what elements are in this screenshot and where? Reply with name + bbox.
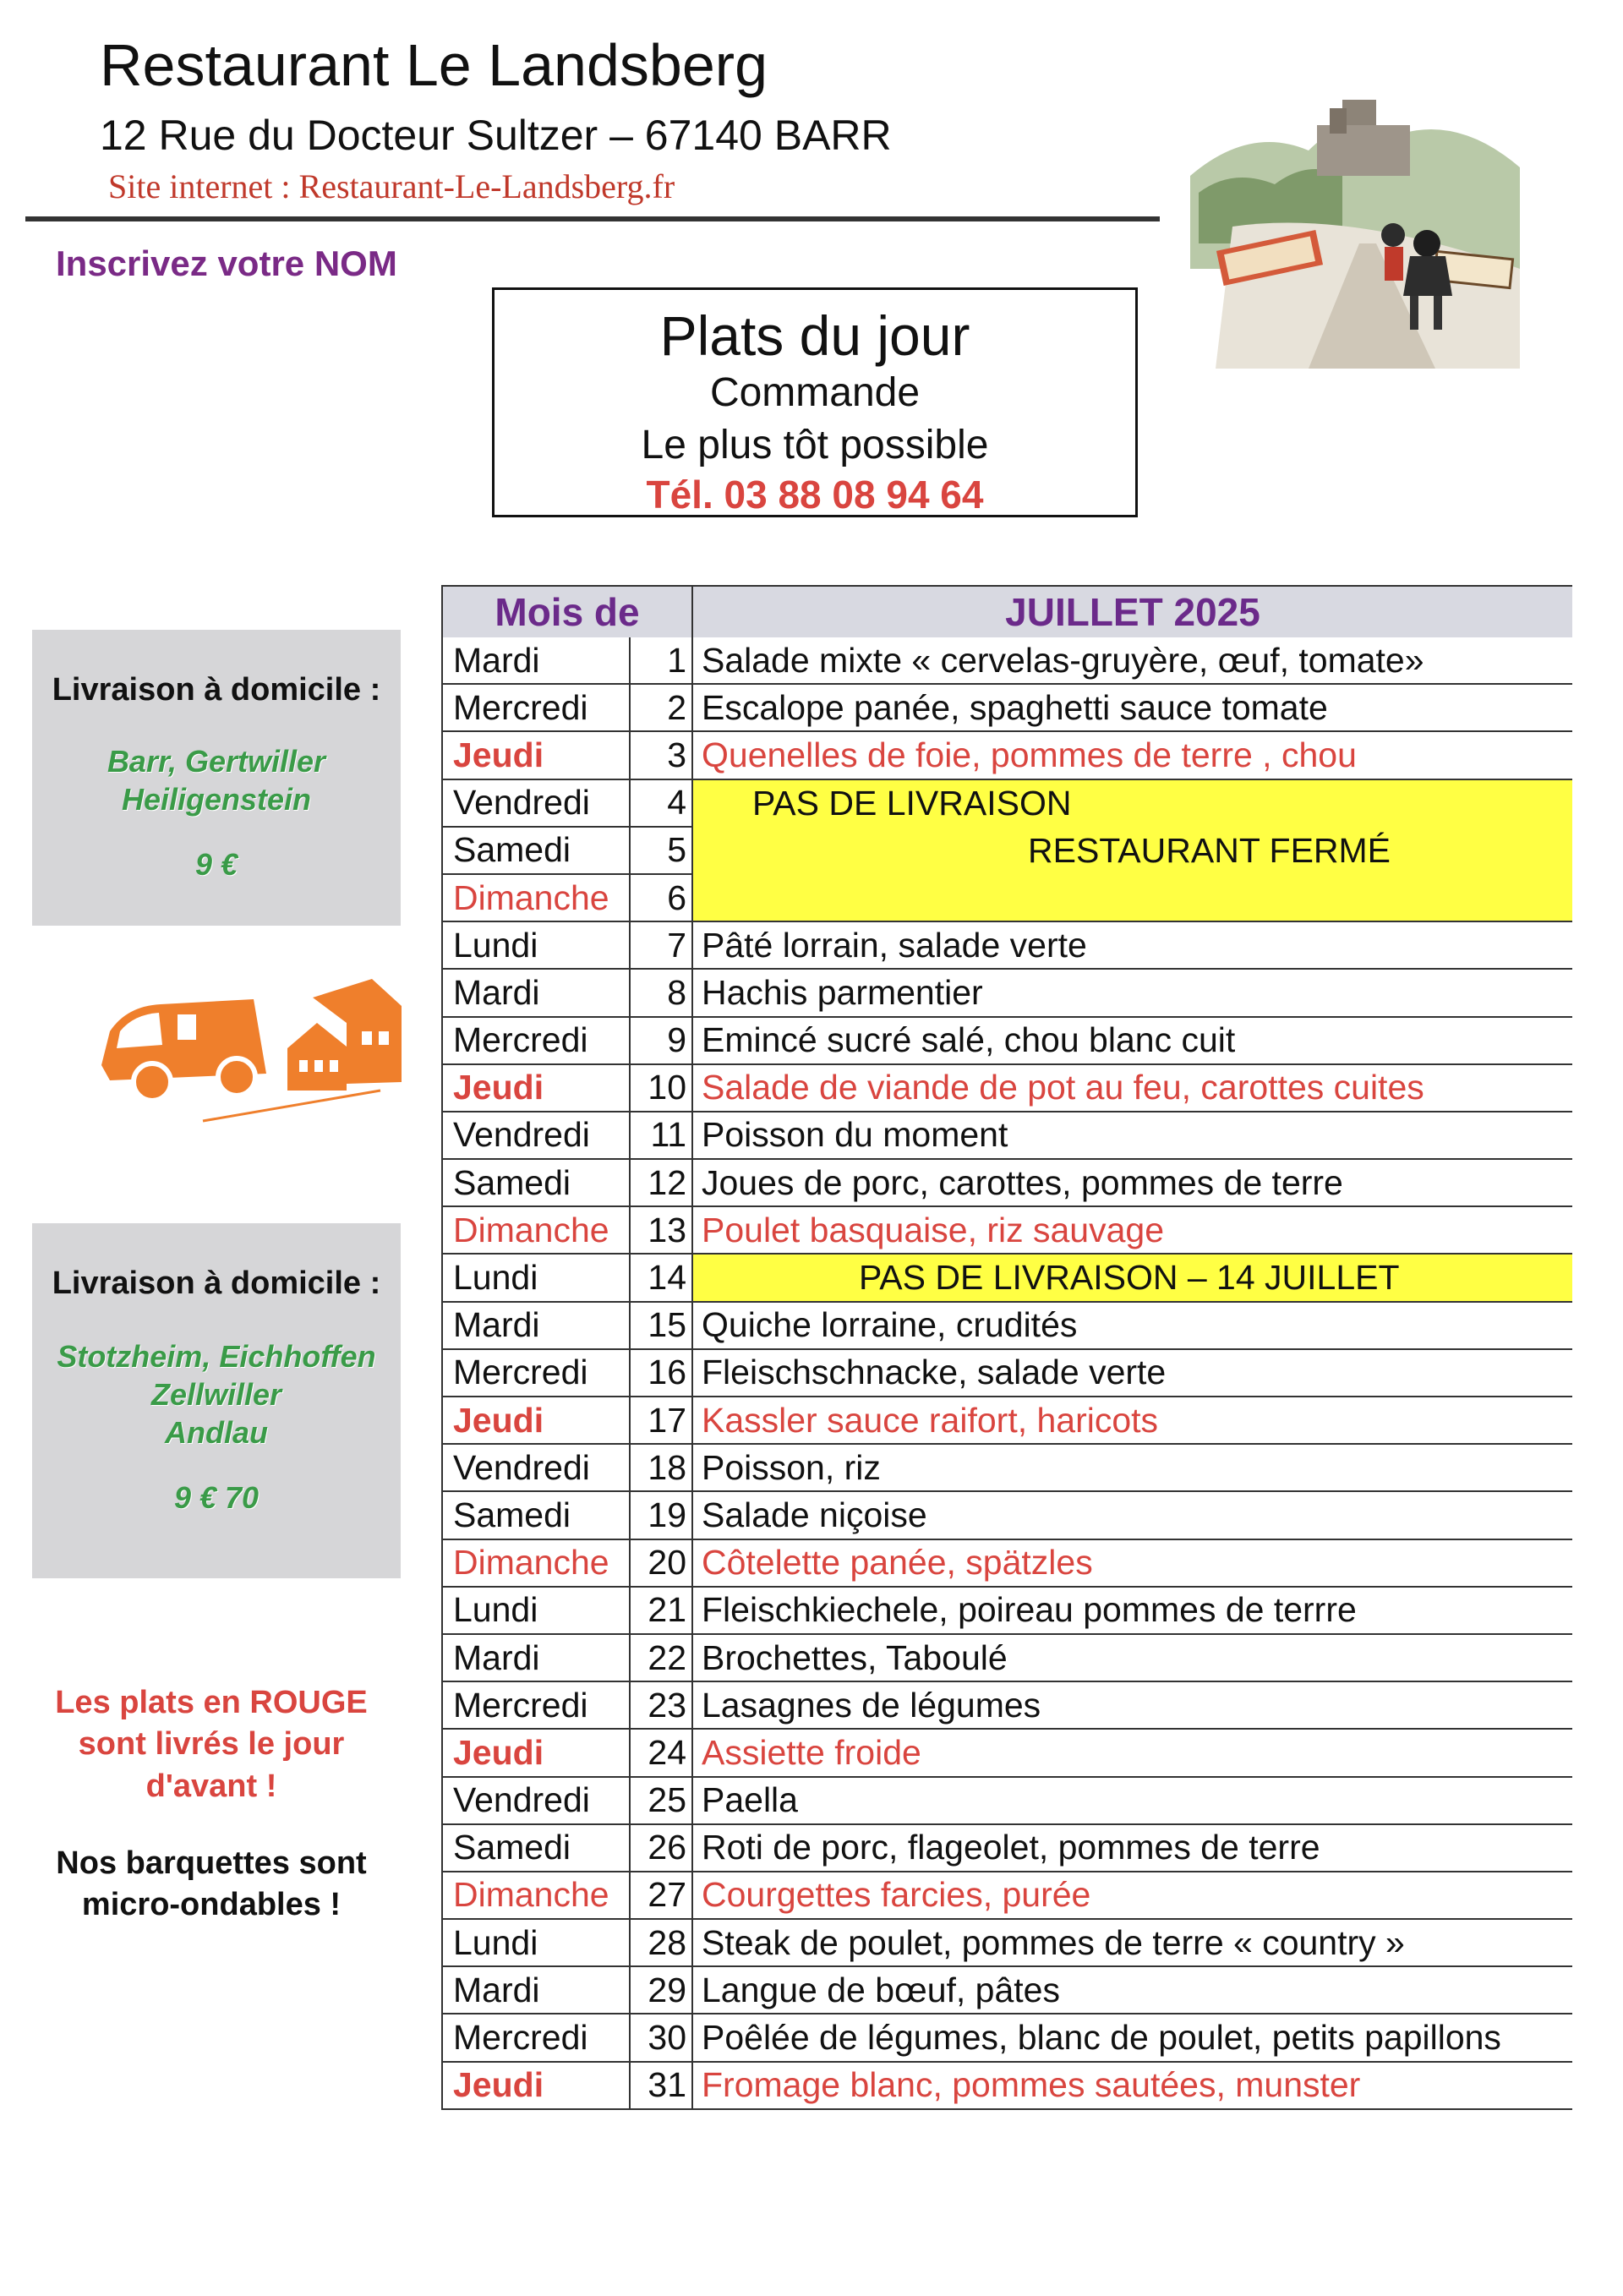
day-name-cell: Vendredi — [441, 780, 629, 828]
delivery-town: Barr, Gertwiller — [107, 744, 326, 779]
delivery-van-icon — [93, 972, 406, 1126]
meal-cell: PAS DE LIVRAISON – 14 JUILLET — [691, 1255, 1572, 1302]
website-link[interactable]: Site internet : Restaurant-Le-Landsberg.fr — [108, 167, 675, 205]
order-timing: Le plus tôt possible — [641, 422, 989, 467]
day-number-cell: 20 — [629, 1540, 691, 1588]
plats-du-jour-box — [492, 287, 1138, 517]
table-row — [441, 637, 1572, 685]
meal-cell — [691, 875, 1572, 922]
day-name-cell: Mardi — [441, 1635, 629, 1682]
table-row — [441, 780, 1572, 828]
meal-cell: Emincé sucré salé, chou blanc cuit — [691, 1018, 1572, 1065]
day-number-cell: 13 — [629, 1207, 691, 1255]
menu-calendar-table — [441, 585, 1572, 2110]
day-number-cell: 10 — [629, 1065, 691, 1112]
delivery-town: Andlau — [165, 1415, 268, 1450]
meal-cell: PAS DE LIVRAISON — [691, 780, 1572, 828]
day-name-cell: Dimanche — [441, 1207, 629, 1255]
table-row — [441, 1018, 1572, 1065]
day-number-cell: 30 — [629, 2014, 691, 2062]
meal-cell: Quiche lorraine, crudités — [691, 1303, 1572, 1350]
table-row — [441, 1445, 1572, 1492]
day-name-cell: Jeudi — [441, 1730, 629, 1777]
meal-cell: Côtelette panée, spätzles — [691, 1540, 1572, 1588]
delivery-town: Zellwiller — [150, 1377, 282, 1412]
table-row — [441, 1967, 1572, 2014]
table-row — [441, 1112, 1572, 1160]
day-name-cell: Mercredi — [441, 1682, 629, 1730]
day-name-cell: Mercredi — [441, 685, 629, 732]
meal-cell: Courgettes farcies, purée — [691, 1872, 1572, 1920]
delivery-price: 9 € — [194, 847, 238, 882]
table-row — [441, 1207, 1572, 1255]
day-number-cell: 16 — [629, 1350, 691, 1397]
table-row — [441, 1160, 1572, 1207]
meal-cell: Roti de porc, flageolet, pommes de terre — [691, 1825, 1572, 1872]
table-row — [441, 2014, 1572, 2062]
day-number-cell: 15 — [629, 1303, 691, 1350]
meal-cell: Salade niçoise — [691, 1492, 1572, 1539]
day-name-cell: Mardi — [441, 970, 629, 1017]
table-row — [441, 922, 1572, 970]
red-dishes-note — [34, 1682, 389, 1807]
microwave-note — [34, 1843, 389, 1927]
calendar-rows — [441, 637, 1572, 2110]
month-label: Mois de — [441, 585, 691, 637]
note-line: sont livrés le jour — [78, 1726, 345, 1763]
meal-cell: Escalope panée, spaghetti sauce tomate — [691, 685, 1572, 732]
day-number-cell: 18 — [629, 1445, 691, 1492]
meal-cell: RESTAURANT FERMÉ — [691, 828, 1572, 875]
day-number-cell: 26 — [629, 1825, 691, 1872]
meal-cell: Fromage blanc, pommes sautées, munster — [691, 2063, 1572, 2110]
meal-cell: Pâté lorrain, salade verte — [691, 922, 1572, 970]
day-number-cell: 23 — [629, 1682, 691, 1730]
meal-cell: Quenelles de foie, pommes de terre , chou — [691, 732, 1572, 779]
header-divider — [25, 216, 1160, 221]
day-name-cell: Lundi — [441, 922, 629, 970]
table-row — [441, 1492, 1572, 1539]
day-name-cell: Mardi — [441, 637, 629, 685]
delivery-zone-title: Livraison à domicile : — [52, 1266, 381, 1301]
meal-cell: Poisson du moment — [691, 1112, 1572, 1160]
day-name-cell: Vendredi — [441, 1778, 629, 1825]
meal-cell: Lasagnes de légumes — [691, 1682, 1572, 1730]
day-number-cell: 29 — [629, 1967, 691, 2014]
meal-cell: Brochettes, Taboulé — [691, 1635, 1572, 1682]
table-row — [441, 1303, 1572, 1350]
table-row — [441, 1730, 1572, 1777]
day-number-cell: 14 — [629, 1255, 691, 1302]
day-number-cell: 24 — [629, 1730, 691, 1777]
day-number-cell: 7 — [629, 922, 691, 970]
day-number-cell: 4 — [629, 780, 691, 828]
table-row — [441, 970, 1572, 1017]
meal-cell: Kassler sauce raifort, haricots — [691, 1397, 1572, 1445]
table-row — [441, 2063, 1572, 2110]
table-row — [441, 1778, 1572, 1825]
day-name-cell: Jeudi — [441, 2063, 629, 2110]
delivery-zone-panel-1 — [32, 630, 401, 926]
meal-cell: Fleischkiechele, poireau pommes de terrre — [691, 1588, 1572, 1635]
meal-cell: Joues de porc, carottes, pommes de terre — [691, 1160, 1572, 1207]
day-number-cell: 19 — [629, 1492, 691, 1539]
day-name-cell: Mercredi — [441, 1350, 629, 1397]
day-number-cell: 1 — [629, 637, 691, 685]
note-line: Les plats en ROUGE — [55, 1685, 368, 1720]
delivery-town: Heiligenstein — [121, 782, 312, 817]
plats-title: Plats du jour — [659, 304, 970, 367]
day-name-cell: Dimanche — [441, 1872, 629, 1920]
restaurant-illustration-logo — [1182, 74, 1533, 369]
day-name-cell: Dimanche — [441, 1540, 629, 1588]
day-name-cell: Vendredi — [441, 1112, 629, 1160]
note-line: d'avant ! — [145, 1768, 277, 1804]
meal-cell: Steak de poulet, pommes de terre « country » — [691, 1920, 1572, 1967]
meal-cell: Paella — [691, 1778, 1572, 1825]
table-row — [441, 1397, 1572, 1445]
table-row — [441, 1682, 1572, 1730]
day-number-cell: 25 — [629, 1778, 691, 1825]
day-name-cell: Lundi — [441, 1255, 629, 1302]
calendar-header-row — [441, 585, 1572, 637]
day-number-cell: 3 — [629, 732, 691, 779]
day-name-cell: Samedi — [441, 828, 629, 875]
day-name-cell: Mercredi — [441, 1018, 629, 1065]
note-line: micro-ondables ! — [81, 1887, 342, 1923]
table-row — [441, 875, 1572, 922]
day-number-cell: 21 — [629, 1588, 691, 1635]
meal-cell: Hachis parmentier — [691, 970, 1572, 1017]
note-line: Nos barquettes sont — [56, 1845, 367, 1881]
table-row — [441, 1255, 1572, 1302]
day-name-cell: Mardi — [441, 1303, 629, 1350]
day-name-cell: Samedi — [441, 1160, 629, 1207]
delivery-zone-panel-2 — [32, 1223, 401, 1578]
table-row — [441, 1065, 1572, 1112]
delivery-price: 9 € 70 — [173, 1480, 260, 1515]
day-name-cell: Samedi — [441, 1492, 629, 1539]
meal-cell: Salade mixte « cervelas-gruyère, œuf, tomate» — [691, 637, 1572, 685]
table-row — [441, 1350, 1572, 1397]
day-name-cell: Jeudi — [441, 1397, 629, 1445]
day-number-cell: 9 — [629, 1018, 691, 1065]
month-value: JUILLET 2025 — [691, 585, 1572, 637]
table-row — [441, 685, 1572, 732]
meal-cell: Fleischschnacke, salade verte — [691, 1350, 1572, 1397]
day-name-cell: Dimanche — [441, 875, 629, 922]
day-name-cell: Jeudi — [441, 732, 629, 779]
day-number-cell: 27 — [629, 1872, 691, 1920]
table-row — [441, 828, 1572, 875]
delivery-town: Stotzheim, Eichhoffen — [57, 1339, 376, 1374]
table-row — [441, 1825, 1572, 1872]
table-row — [441, 1920, 1572, 1967]
meal-cell: Poulet basquaise, riz sauvage — [691, 1207, 1572, 1255]
table-row — [441, 1635, 1572, 1682]
day-name-cell: Vendredi — [441, 1445, 629, 1492]
day-name-cell: Lundi — [441, 1920, 629, 1967]
day-number-cell: 17 — [629, 1397, 691, 1445]
day-name-cell: Mardi — [441, 1967, 629, 2014]
order-label: Commande — [709, 369, 921, 415]
day-number-cell: 22 — [629, 1635, 691, 1682]
restaurant-title: Restaurant Le Landsberg — [100, 32, 768, 98]
day-number-cell: 12 — [629, 1160, 691, 1207]
meal-cell: Poisson, riz — [691, 1445, 1572, 1492]
day-number-cell: 5 — [629, 828, 691, 875]
phone-number[interactable]: Tél. 03 88 08 94 64 — [646, 473, 984, 517]
meal-cell: Langue de bœuf, pâtes — [691, 1967, 1572, 2014]
day-number-cell: 11 — [629, 1112, 691, 1160]
day-name-cell: Mercredi — [441, 2014, 629, 2062]
day-number-cell: 6 — [629, 875, 691, 922]
register-name-label: Inscrivez votre NOM — [56, 243, 397, 283]
day-name-cell: Jeudi — [441, 1065, 629, 1112]
table-row — [441, 732, 1572, 779]
meal-cell: Assiette froide — [691, 1730, 1572, 1777]
delivery-zone-title: Livraison à domicile : — [52, 672, 381, 708]
day-number-cell: 31 — [629, 2063, 691, 2110]
restaurant-address: 12 Rue du Docteur Sultzer – 67140 BARR — [100, 112, 892, 159]
day-number-cell: 28 — [629, 1920, 691, 1967]
day-number-cell: 8 — [629, 970, 691, 1017]
meal-cell: Salade de viande de pot au feu, carottes cuites — [691, 1065, 1572, 1112]
table-row — [441, 1588, 1572, 1635]
meal-cell: Poêlée de légumes, blanc de poulet, petits papillons — [691, 2014, 1572, 2062]
table-row — [441, 1540, 1572, 1588]
table-row — [441, 1872, 1572, 1920]
day-number-cell: 2 — [629, 685, 691, 732]
day-name-cell: Lundi — [441, 1588, 629, 1635]
day-name-cell: Samedi — [441, 1825, 629, 1872]
